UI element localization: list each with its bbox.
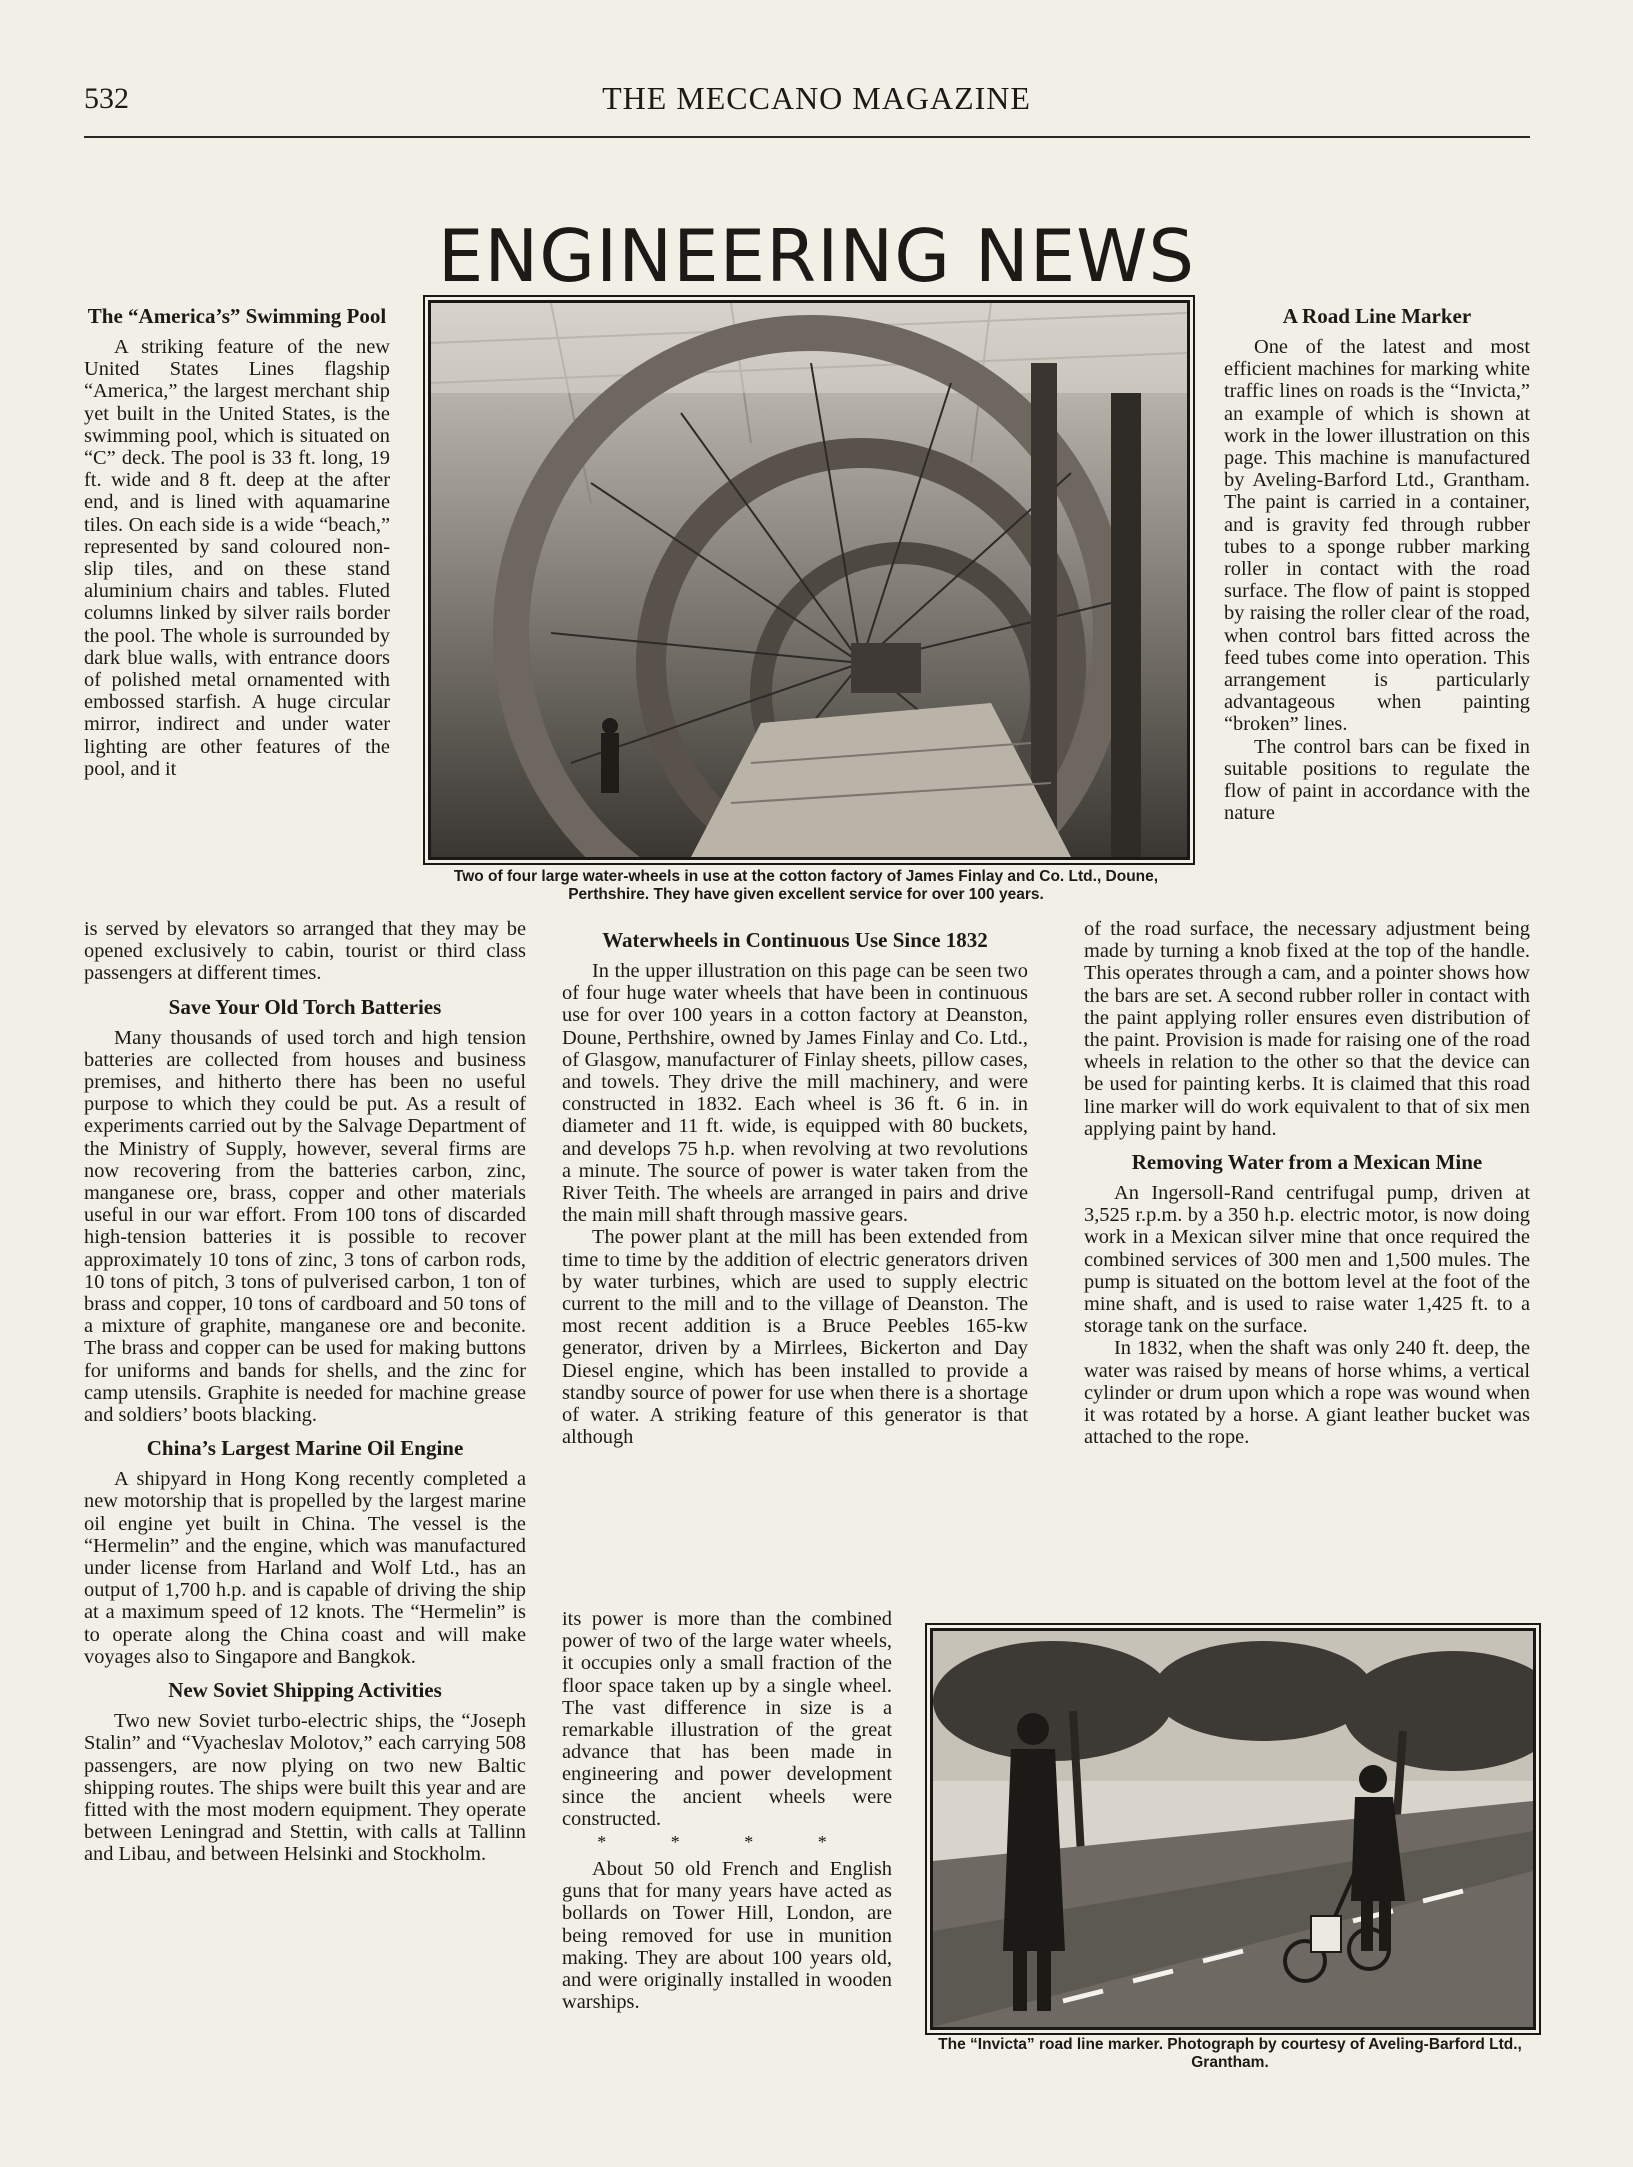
article-body-waterwheels-1: In the upper illustration on this page can be seen two of four huge water wheels that have been in continuous use for over 100 years in a cotton factory at Deanston, Doune, Perthshire, owned by James Finlay and Co. Ltd., of Glasgow, manufacturer of Finlay sheets, pillow cases, and towels. They drive the mill machinery, and were constructed in 1832. Each wheel is 36 ft. 6 in. in diameter and 11 ft. wide, is equipped with 80 buckets, and develops 75 h.p. when revolving at two revolutions a minute. The source of power is water taken from the River Teith. The wheels are arranged in pairs and drive the main mill shaft through massive gears.	[562, 960, 1028, 1227]
waterwheel-illustration	[431, 303, 1187, 857]
section-separator-stars: * * * *	[597, 1832, 857, 1853]
column-right-lower	[1084, 918, 1530, 1448]
article-body-pool-continued: is served by elevators so arranged that they may be opened exclusively to cabin, tourist or third class passengers at different times.	[84, 918, 526, 985]
column-left-upper	[84, 304, 390, 780]
article-title-pool: The “America’s” Swimming Pool	[87, 304, 387, 328]
article-body-road-marker-2: The control bars can be fixed in suitable positions to regulate the flow of paint in accordance with the nature	[1224, 735, 1530, 825]
column-right-upper	[1224, 304, 1530, 824]
article-body-guns: About 50 old French and English guns that for many years have acted as bollards on Tower Hill, London, are being removed for use in munition making. They are about 100 years old, and were originally installed in wooden warships.	[562, 1858, 892, 2014]
column-middle-narrow	[562, 1608, 892, 2013]
article-body-mine-1: An Ingersoll-Rand centrifugal pump, driven at 3,525 r.p.m. by a 350 h.p. electric motor, is now doing work in a Mexican silver mine that once required the combined services of 300 men and 1,500 mules. The pump is situated on the bottom level at the foot of the mine shaft, and is used to raise water 1,425 ft. to a storage tank on the surface.	[1084, 1182, 1530, 1338]
article-body-mine-2: In 1832, when the shaft was only 240 ft. deep, the water was raised by means of horse whims, a vertical cylinder or drum upon which a rope was wound when it was rotated by a horse. A giant leather bucket was attached to the rope.	[1084, 1337, 1530, 1449]
column-middle	[562, 928, 1028, 1448]
magazine-title: THE MECCANO MAGAZINE	[602, 80, 1031, 116]
waterwheel-photo	[428, 300, 1190, 860]
article-body-road-marker-continued: of the road surface, the necessary adjustment being made by turning a knob fixed at the top of the handle. This operates through a cam, and a pointer shows how the bars are set. A second rubber roller in contact with the paint applying roller ensures even distribution of the paint. Provision is made for raising one of the road wheels in relation to the other so that the device can be used for painting kerbs. It is claimed that this road line marker will do work equivalent to that of six men applying paint by hand.	[1084, 918, 1530, 1140]
article-body-torch: Many thousands of used torch and high tension batteries are collected from houses and business premises, and hitherto there has been no useful purpose to which they could be put. As a result of experiments carried out by the Salvage Department of the Ministry of Supply, however, several firms are now recovering from the batteries carbon, zinc, manganese ore, brass, copper and other materials useful in our war effort. From 100 tons of discarded high-tension batteries it is possible to recover approximately 10 tons of zinc, 3 tons of carbon rods, 10 tons of pitch, 3 tons of pulverised carbon, 1 ton of brass and copper, 10 tons of cardboard and 50 tons of a mixture of graphite, manganese ore and beconite. The brass and copper can be used for making buttons for uniforms and bands for shells, and the zinc for camp utensils. Graphite is needed for machine grease and soldiers’ boots blacking.	[84, 1026, 526, 1427]
article-title-china: China’s Largest Marine Oil Engine	[146, 1436, 464, 1461]
article-title-road-marker: A Road Line Marker	[1282, 304, 1472, 328]
road-marker-photo-caption: The “Invicta” road line marker. Photograph by courtesy of Aveling-Barford Ltd., Grantham.	[938, 2036, 1522, 2071]
article-body-china: A shipyard in Hong Kong recently completed a new motorship that is propelled by the largest marine oil engine yet built in China. The vessel is the “Hermelin” and the engine, which was manufactured under license from Harland and Wolf Ltd., has an output of 1,700 h.p. and is capable of driving the ship at a maximum speed of 12 knots. The “Hermelin” is to operate along the China coast and will make voyages also to Singapore and Bangkok.	[84, 1468, 526, 1668]
road-marker-illustration	[933, 1631, 1533, 2027]
page-number: 532	[84, 82, 129, 115]
article-body-waterwheels-2: The power plant at the mill has been extended from time to time by the addition of electric generators driven by water turbines, which are used to supply electric current to the mill and to the village of Deanston. The most recent addition is a Bruce Peebles 165-kw generator, driven by a Mirrlees, Bickerton and Day Diesel engine, which has been installed to provide a standby source of power for use when there is a shortage of water. A striking feature of this generator is that although	[562, 1226, 1028, 1449]
header-rule	[84, 136, 1530, 138]
article-title-soviet: New Soviet Shipping Activities	[168, 1678, 442, 1703]
waterwheel-photo-caption: Two of four large water-wheels in use at the cotton factory of James Finlay and Co. Ltd., Doune, Perthshire. They have given excellent service for over 100 years.	[453, 868, 1159, 903]
article-title-torch: Save Your Old Torch Batteries	[168, 994, 442, 1019]
road-marker-photo	[930, 1628, 1536, 2030]
column-left-lower	[84, 918, 526, 1866]
section-title: ENGINEERING NEWS	[437, 214, 1196, 299]
article-body-waterwheels-continued: its power is more than the combined power of two of the large water wheels, it occupies only a small fraction of the floor space taken up by a single wheel. The vast difference in size is a remarkable illustration of the great advance that has been made in engineering and power development since the ancient wheels were constructed.	[562, 1608, 892, 1830]
article-body-soviet: Two new Soviet turbo-electric ships, the “Joseph Stalin” and “Vyacheslav Molotov,” each carrying 508 passengers, are now plying on two new Baltic shipping routes. The ships were built this year and are fitted with the most modern equipment. They operate between Leningrad and Stettin, with calls at Tallinn and Libau, and between Helsinki and Stockholm.	[84, 1710, 526, 1866]
article-body-road-marker-1: One of the latest and most efficient machines for marking white traffic lines on roads is the “Invicta,” an example of which is shown at work in the lower illustration on this page. This machine is manufactured by Aveling-Barford Ltd., Grantham. The paint is carried in a container, and is gravity fed through rubber tubes to a sponge rubber marking roller in contact with the road surface. The flow of paint is stopped by raising the roller clear of the road, when control bars fitted across the feed tubes come into operation. This arrangement is particularly advantageous when painting “broken” lines.	[1224, 336, 1530, 736]
article-body-pool: A striking feature of the new United States Lines flagship “America,” the largest merchant ship yet built in the United States, is the swimming pool, which is situated on “C” deck. The pool is 33 ft. long, 19 ft. wide and 8 ft. deep at the after end, and is lined with aquamarine tiles. On each side is a wide “beach,” represented by sand coloured non-slip tiles, and on these stand aluminium chairs and tables. Fluted columns linked by silver rails border the pool. The whole is surrounded by dark blue walls, with entrance doors of polished metal ornamented with embossed starfish. A huge circular mirror, indirect and under water lighting are other features of the pool, and it	[84, 336, 390, 780]
article-title-mexican-mine: Removing Water from a Mexican Mine	[1131, 1150, 1483, 1175]
article-title-waterwheels: Waterwheels in Continuous Use Since 1832	[602, 928, 988, 952]
